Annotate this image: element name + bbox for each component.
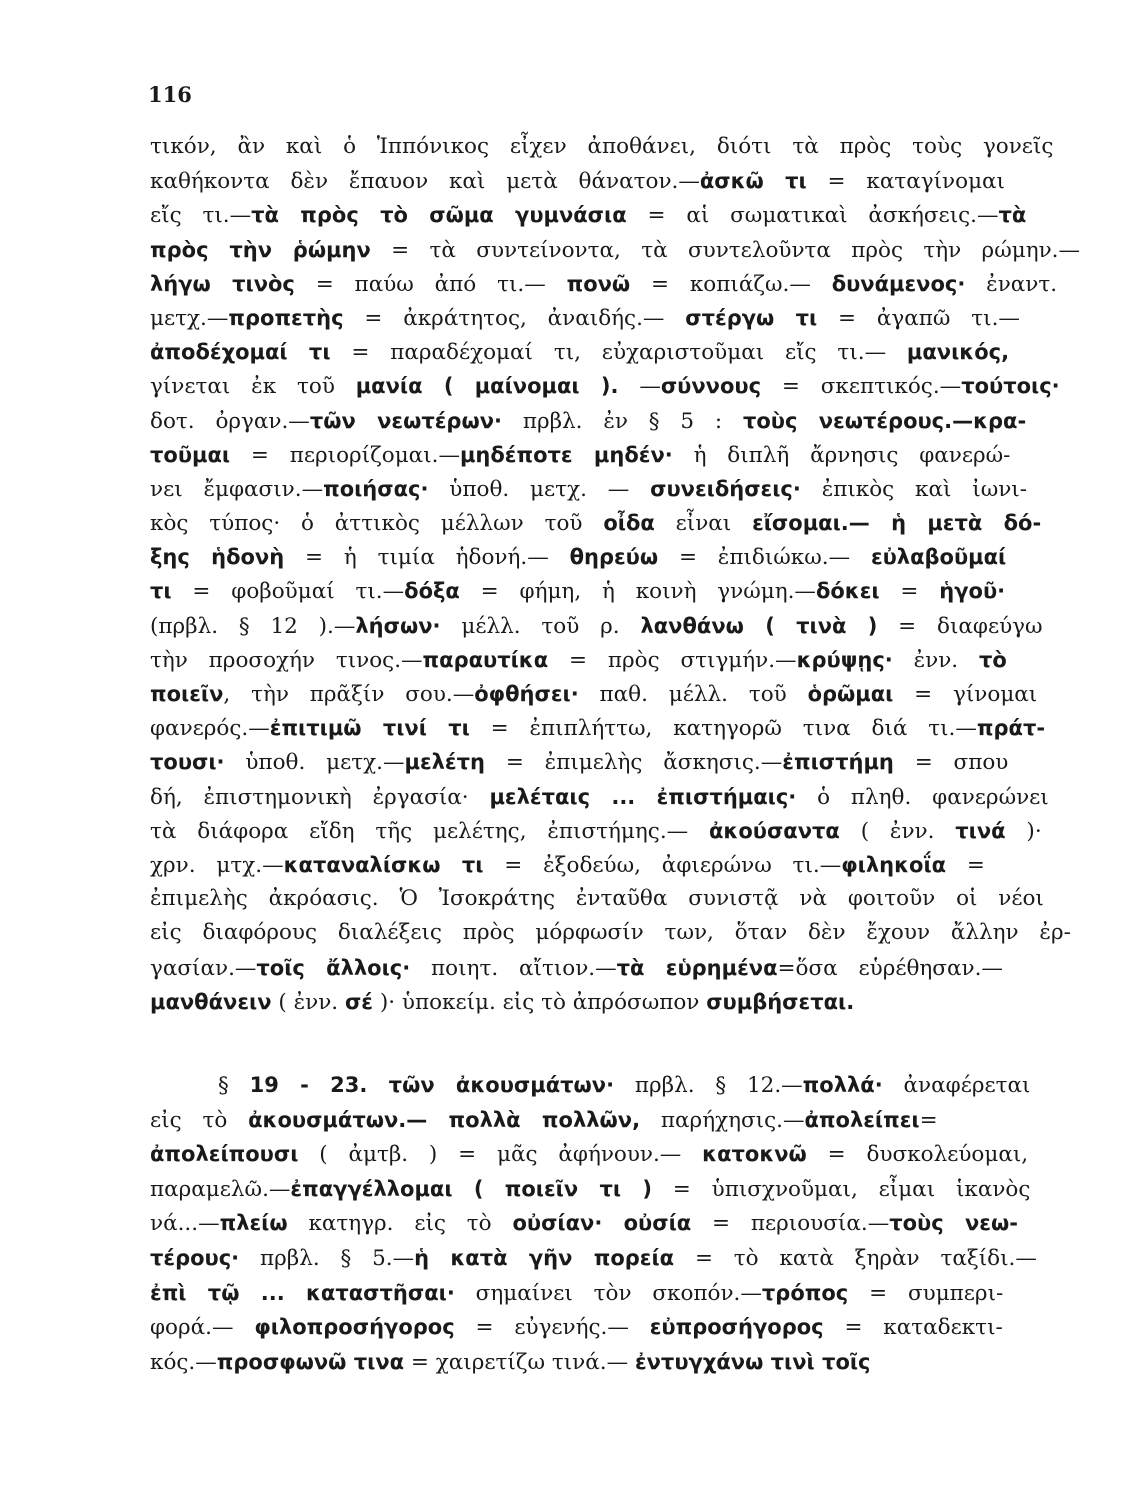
text-line [150,540,1080,574]
gloss-text: = ἡ τιμία ἡδονή.— [284,545,570,571]
lemma-term: ἐπὶ τῷ ... καταστῆσαι· [150,1280,455,1305]
gloss-text: παθ. μέλλ. τοῦ [578,682,808,707]
text-line [150,1310,1080,1345]
gloss-text: ἐπικὸς καὶ ἰωνι- [800,476,1027,502]
gloss-text: τὰ διάφορα εἴδη τῆς μελέτης, ἐπιστήμης.— [150,818,709,844]
lemma-term: τὰ [998,203,1027,228]
gloss-text: = τὸ κατὰ ξηρὰν ταξίδι.— [674,1245,1037,1271]
text-line [150,335,1080,369]
lemma-term: τοὺς νεωτέρους.—κρα- [742,408,1027,433]
lemma-term: λήσων· [355,613,441,638]
gloss-text: = καταδεκτι- [823,1315,1003,1341]
text-line [150,1345,1080,1380]
gloss-text: = γίνομαι [893,682,1038,707]
gloss-text: πρβλ. § 5.— [239,1245,415,1271]
commentary-paragraph-1 [150,130,1080,1019]
lemma-term: κρύψῃς· [796,647,893,672]
gloss-text: παρήχησις.— [640,1107,805,1133]
gloss-text: = παραδέχομαί τι, εὐχαριστοῦμαι εἴς τι.— [330,340,907,366]
gloss-text: φορά.— [150,1315,255,1341]
lemma-term: δόξα [404,579,460,604]
gloss-text: = αἱ σωματικαὶ ἀσκήσεις.— [626,203,999,229]
text-line [150,233,1080,267]
gloss-text: εἰς τὸ [150,1107,249,1133]
text-line [150,472,1080,506]
lemma-term: λήγω τινὸς [150,271,295,296]
text-line [150,848,1080,882]
lemma-term: μανθάνειν [150,989,272,1014]
text-line [150,574,1080,608]
lemma-term: τέρους· [150,1245,240,1270]
gloss-text: κός.— [150,1349,217,1375]
gloss-text: )· ὑποκείμ. εἰς τὸ ἀπρόσωπον [372,989,707,1015]
lemma-term: τὰ εὑρημένα [616,955,778,980]
gloss-text: (πρβλ. § 12 ).— [150,613,356,639]
gloss-text: = πρὸς στιγμήν.— [548,647,797,673]
gloss-text: σημαίνει τὸν σκοπόν.— [454,1280,762,1306]
lemma-term: ἀκούσαντα [708,818,840,843]
lemma-term: οἶδα [603,511,655,536]
lemma-term: δόκει [815,579,880,604]
gloss-text: = [919,1107,938,1133]
lemma-term: μελέταις ... ἐπιστήμαις· [489,784,797,809]
text-line [150,1137,1080,1172]
lemma-term: δυνάμενος· [831,271,966,296]
lemma-term: λανθάνω ( τινὰ ) [640,613,878,638]
gloss-text: )· [1005,818,1042,844]
gloss-text: = ἐπιμελὴς ἄσκησις.— [484,750,783,776]
lemma-term: ἡ κατὰ γῆν πορεία [414,1245,675,1270]
gloss-text: = ἀκράτητος, ἀναιδής.— [343,305,686,331]
lemma-term: προσφωνῶ τινα [216,1349,405,1374]
lemma-term: ξης ἡδονὴ [150,545,285,570]
text-line [150,643,1080,677]
lemma-term: τουσι· [150,750,225,775]
lemma-term: ἀκουσμάτων.— πολλὰ πολλῶν, [248,1107,641,1132]
text-line [150,1241,1080,1276]
text-line [150,1206,1080,1241]
lemma-term: φιληκοΐα [841,852,947,877]
lemma-term: μελέτη [404,750,485,775]
text-line [150,164,1080,198]
lemma-term: μηδέποτε μηδέν· [459,442,673,467]
gloss-text: = σπου [893,750,1009,776]
gloss-text: ἐπιμελὴς ἀκρόασις. Ὁ Ἰσοκράτης ἐνταῦθα συνιστᾷ νὰ φοιτοῦν οἱ νέοι [150,886,1044,912]
commentary-paragraph-2 [150,1068,1080,1379]
gloss-text: πρβλ. § 12.— [614,1073,803,1098]
gloss-text: = σκεπτικός.— [761,374,962,400]
text-line [150,677,1080,711]
lemma-term: ἀποδέχομαί τι [150,340,331,365]
gloss-text: χρν. μτχ.— [150,852,284,878]
lemma-term: τῶν νεωτέρων· [309,408,502,433]
gloss-text: = ἀγαπῶ τι.— [817,305,1020,331]
text-line [150,985,1080,1019]
gloss-text: = ὑπισχνοῦμαι, εἶμαι ἱκανὸς [651,1176,1031,1202]
text-line [150,711,1080,745]
lemma-term: πονῶ [566,271,631,296]
gloss-text: = [879,579,940,605]
text-line [150,1068,1080,1103]
gloss-text: = διαφεύγω [877,613,1043,639]
gloss-text: =ὅσα εὑρέθησαν.— [777,955,1003,981]
gloss-text: πρβλ. ἐν § 5 : [501,408,743,434]
lemma-term: ἐντυγχάνω τινὶ τοῖς [634,1349,871,1374]
lemma-term: τὸ [978,647,1007,672]
lemma-term: εὐλαβοῦμαί [870,545,1007,570]
gloss-text: = τὰ συντείνοντα, τὰ συντελοῦντα πρὸς τὴν ρώμην.— [370,237,1080,263]
gloss-text: = εὐγενής.— [454,1315,650,1341]
lemma-term: ὀφθήσει· [474,682,579,706]
gloss-text: ( ἐνν. [839,818,956,844]
gloss-text: ἀναφέρεται [882,1073,1031,1098]
text-line [150,438,1080,472]
gloss-text: ἐναντ. [965,271,1058,297]
gloss-text: ( ἀμτβ. ) = μᾶς ἀφήνουν.— [298,1142,703,1168]
lemma-term: πράτ- [976,716,1046,741]
gloss-text: = φοβοῦμαί τι.— [171,579,405,605]
lemma-term: ἐπιτιμῶ τινί τι [269,716,470,741]
lemma-term: κατοκνῶ [702,1142,807,1167]
lemma-term: πλείω [219,1211,288,1236]
lemma-term: ποιήσας· [323,476,429,501]
text-line [150,404,1080,438]
gloss-text: = ἐπιπλήττω, κατηγορῶ τινα διά τι.— [469,716,977,742]
gloss-text: = χαιρετίζω τινά.— [404,1349,635,1375]
gloss-text: = [946,852,985,878]
lemma-term: ὁρῶμαι [807,682,894,706]
gloss-text: εἰς διαφόρους διαλέξεις πρὸς μόρφωσίν των, ὅταν δὲν ἔχουν ἄλλην ἐρ- [150,920,1071,946]
lemma-term: τοῦμαι [150,442,231,467]
lemma-term: ἡγοῦ· [939,579,1006,604]
lemma-term: καταναλίσκω τι [283,852,484,877]
gloss-text: δή, ἐπιστημονικὴ ἐργασία· [150,784,490,810]
gloss-text: καθήκοντα δὲν ἔπαυον καὶ μετὰ θάνατον.— [150,169,700,195]
gloss-text: μέλλ. τοῦ ρ. [440,613,641,639]
lemma-term: πρὸς τὴν ῥώμην [150,237,371,262]
text-line [150,506,1080,540]
gloss-text: νει ἔμφασιν.— [150,476,324,502]
lemma-term: πολλά· [802,1073,883,1097]
text-line [150,301,1080,335]
gloss-text: = περιορίζομαι.— [230,442,460,468]
lemma-term: ἀπολείπουσι [150,1142,299,1167]
lemma-term: ἀπολείπει [804,1107,920,1132]
text-line [150,882,1080,916]
lemma-term: σύννους [660,374,762,399]
lemma-term: ἐπιστήμη [782,750,894,775]
lemma-term: φιλοπροσήγορος [254,1315,455,1340]
lemma-term: 19 - 23. τῶν ἀκουσμάτων· [249,1073,615,1097]
gloss-text: = καταγίνομαι [806,169,1005,195]
lemma-term: εἴσομαι.— ἡ μετὰ δό- [752,511,1042,536]
gloss-text: παραμελῶ.— [150,1176,291,1202]
gloss-text: § [218,1073,250,1098]
lemma-term: συνειδήσεις· [650,476,801,501]
lemma-term: ποιεῖν [150,682,224,706]
text-line [150,916,1080,950]
gloss-text: = κοπιάζω.— [630,271,832,297]
gloss-text: ποιητ. αἴτιον.— [410,955,617,981]
gloss-text: = φήμη, ἡ κοινὴ γνώμη.— [459,579,816,605]
lemma-term: ἀσκῶ τι [699,169,807,194]
gloss-text: , τὴν πρᾶξίν σου.— [223,682,475,707]
lemma-term: προπετὴς [228,305,344,330]
lemma-term: μανία ( μαίνομαι ). [355,374,619,399]
lemma-term: τι [150,579,172,604]
gloss-text: ὑποθ. μετχ. — [428,476,651,502]
lemma-term: εὐπροσήγορος [649,1315,824,1340]
lemma-term: τὰ πρὸς τὸ σῶμα γυμνάσια [251,203,627,228]
text-line [150,369,1080,403]
text-line [150,814,1080,848]
gloss-text: τικόν, ἂν καὶ ὁ Ἱππόνικος εἶχεν ἀποθάνει, διότι τὰ πρὸς τοὺς γονεῖς [150,134,1054,159]
lemma-term: τινά [955,818,1006,843]
gloss-text: μετχ.— [150,305,229,331]
lemma-term: παραυτίκα [422,647,549,672]
gloss-text: κατηγρ. εἰς τὸ [287,1211,513,1237]
lemma-term: σέ [344,989,373,1014]
text-line [150,780,1080,814]
gloss-text: = παύω ἀπό τι.— [294,271,567,297]
gloss-text: — [618,374,661,400]
text-line [150,745,1080,779]
lemma-term: τοῖς ἄλλοις· [256,955,411,980]
gloss-text: εἶναι [654,511,753,537]
gloss-text: τὴν προσοχήν τινος.— [150,647,423,673]
gloss-text: = δυσκολεύομαι, [806,1142,1029,1168]
text-line [150,951,1080,985]
gloss-text: ( ἐνν. [271,989,345,1015]
page-number: 116 [148,82,192,107]
gloss-text: = συμπερι- [848,1280,1004,1306]
lemma-term: θηρεύω [569,545,659,570]
gloss-text: εἴς τι.— [150,203,252,229]
gloss-text: κὸς τύπος· ὁ ἀττικὸς μέλλων τοῦ [150,511,604,537]
lemma-term: τρόπος [761,1280,849,1305]
gloss-text: = ἐξοδεύω, ἀφιερώνω τι.— [483,852,842,878]
text-line [150,267,1080,301]
gloss-text: = περιουσία.— [691,1211,890,1237]
lemma-term: μανικός, [906,340,1010,365]
gloss-text: φανερός.— [150,716,270,742]
lemma-term: συμβήσεται. [706,989,855,1014]
lemma-term: τούτοις· [961,374,1060,399]
text-line [150,1276,1080,1311]
gloss-text: ἡ διπλῆ ἄρνησις φανερώ- [672,442,1011,468]
gloss-text: = ἐπιδιώκω.— [658,545,871,571]
gloss-text: ἐνν. [892,647,979,673]
lemma-term: στέργω τι [685,305,818,330]
gloss-text: γασίαν.— [150,955,257,981]
gloss-text: γίνεται ἐκ τοῦ [150,374,356,400]
gloss-text: ὑποθ. μετχ.— [224,750,405,776]
text-line [150,130,1080,164]
lemma-term: τοὺς νεω- [889,1211,1018,1236]
text-line [150,198,1080,232]
text-line [150,1172,1080,1207]
text-line [150,609,1080,643]
gloss-text: δοτ. ὀργαν.— [150,408,310,434]
gloss-text: ὁ πληθ. φανερώνει [796,784,1049,810]
text-line [150,1103,1080,1138]
lemma-term: ἐπαγγέλλομαι ( ποιεῖν τι ) [290,1176,652,1201]
lemma-term: οὐσίαν· οὐσία [512,1211,692,1236]
gloss-text: νά...— [150,1211,220,1237]
